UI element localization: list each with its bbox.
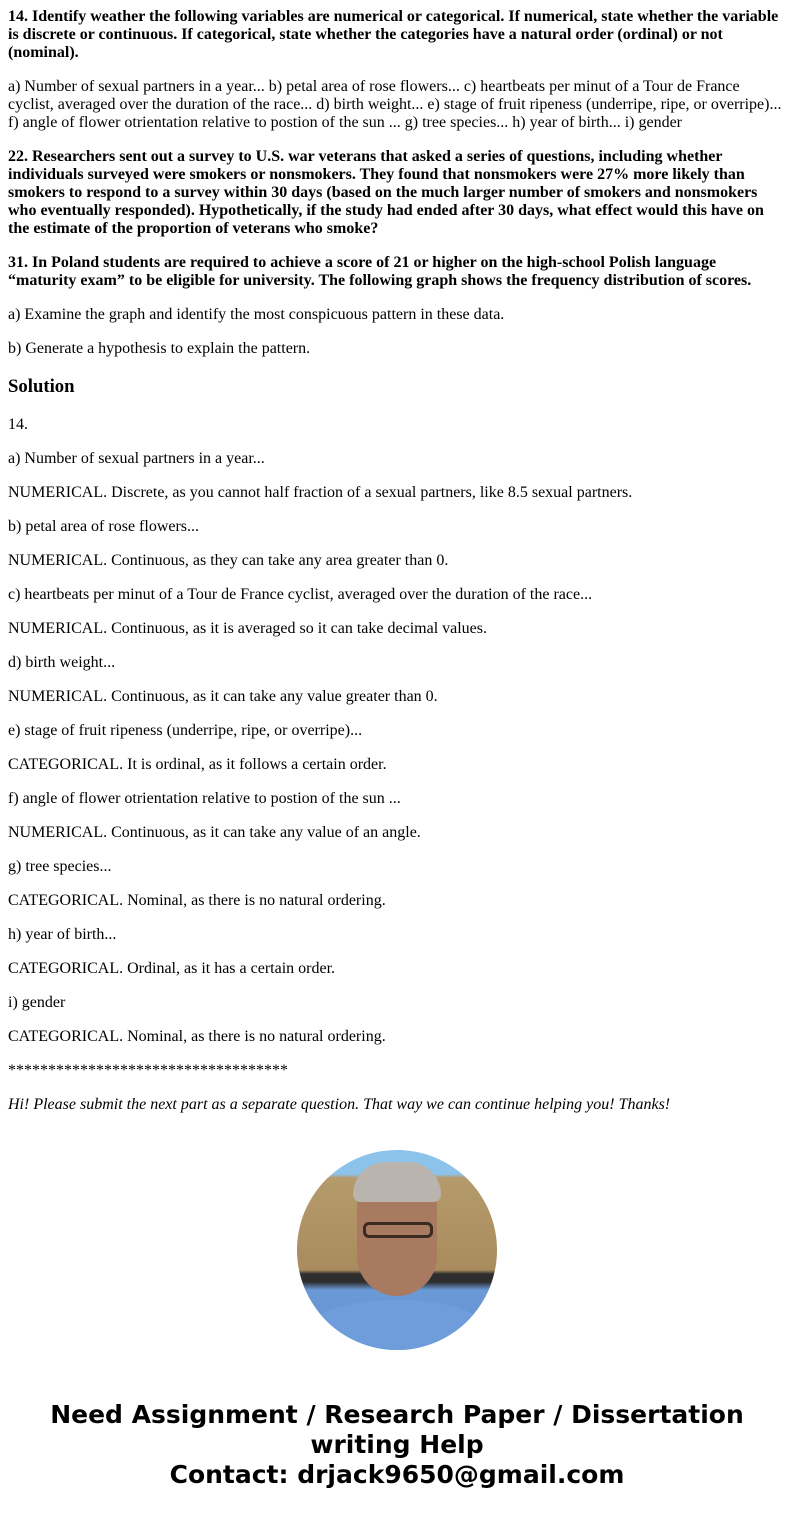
solution-line: c) heartbeats per minut of a Tour de France cyclist, averaged over the duration of the race... xyxy=(8,586,593,603)
question-31: 31. In Poland students are required to achieve a score of 21 or higher on the high-school Polish language “maturity exam” to be eligible for university. The following graph shows the frequency distribution of scores. xyxy=(8,254,752,289)
promo-contact: Contact: drjack9650@gmail.com xyxy=(169,1460,625,1489)
solution-line: 14. xyxy=(8,416,28,433)
solution-line: NUMERICAL. Continuous, as it can take any value greater than 0. xyxy=(8,688,438,705)
promo-line-2: writing Help xyxy=(310,1430,484,1459)
avatar-shirt xyxy=(307,1300,487,1350)
solution-line: NUMERICAL. Continuous, as it can take any value of an angle. xyxy=(8,824,421,841)
solution-line: NUMERICAL. Discrete, as you cannot half fraction of a sexual partners, like 8.5 sexual partners. xyxy=(8,484,633,501)
solution-line: a) Number of sexual partners in a year... xyxy=(8,450,265,467)
solution-line: f) angle of flower otrientation relative to postion of the sun ... xyxy=(8,790,401,807)
avatar-glasses xyxy=(363,1222,433,1238)
author-photo-section xyxy=(8,1150,786,1350)
solution-heading: Solution xyxy=(8,376,75,397)
separator-stars: *********************************** xyxy=(8,1062,288,1079)
promo-banner xyxy=(8,1400,786,1490)
solution-line: NUMERICAL. Continuous, as it is averaged so it can take decimal values. xyxy=(8,620,488,637)
solution-line: CATEGORICAL. Nominal, as there is no natural ordering. xyxy=(8,892,386,909)
question-14: 14. Identify weather the following variables are numerical or categorical. If numerical, state whether the variable is discrete or continuous. If categorical, state whether the categories have a natural order (ordinal) or not (nominal). xyxy=(8,8,779,61)
author-avatar xyxy=(297,1150,497,1350)
solution-line: b) petal area of rose flowers... xyxy=(8,518,200,535)
avatar-hair xyxy=(353,1162,441,1202)
solution-line: CATEGORICAL. Ordinal, as it has a certain order. xyxy=(8,960,336,977)
solution-line: i) gender xyxy=(8,994,66,1011)
question-22: 22. Researchers sent out a survey to U.S. war veterans that asked a series of questions, including whether individuals surveyed were smokers or nonsmokers. They found that nonsmokers were 27% more likely than smokers to respond to a survey within 30 days (based on the much larger number of smokers and nonsmokers who eventually responded). Hypothetically, if the study had ended after 30 days, what effect would this have on the estimate of the proportion of veterans who smoke? xyxy=(8,148,764,237)
question-14-items: a) Number of sexual partners in a year... b) petal area of rose flowers... c) heartbeats per minut of a Tour de France cyclist, averaged over the duration of the race... d) birth weight... e) stage of fruit ripeness (underripe, ripe, or overripe)... f) angle of flower otrientation relative to postion of the sun ... g) tree species... h) year of birth... i) gender xyxy=(8,78,782,131)
solution-note: Hi! Please submit the next part as a separate question. That way we can continue helping you! Thanks! xyxy=(8,1096,671,1113)
question-31a: a) Examine the graph and identify the most conspicuous pattern in these data. xyxy=(8,306,505,323)
question-31b: b) Generate a hypothesis to explain the pattern. xyxy=(8,340,311,357)
solution-line: CATEGORICAL. Nominal, as there is no natural ordering. xyxy=(8,1028,386,1045)
solution-line: NUMERICAL. Continuous, as they can take any area greater than 0. xyxy=(8,552,449,569)
solution-line: e) stage of fruit ripeness (underripe, ripe, or overripe)... xyxy=(8,722,363,739)
solution-line: d) birth weight... xyxy=(8,654,116,671)
promo-line-1: Need Assignment / Research Paper / Dissertation xyxy=(50,1400,744,1429)
solution-line: CATEGORICAL. It is ordinal, as it follows a certain order. xyxy=(8,756,387,773)
solution-line: g) tree species... xyxy=(8,858,112,875)
solution-line: h) year of birth... xyxy=(8,926,117,943)
